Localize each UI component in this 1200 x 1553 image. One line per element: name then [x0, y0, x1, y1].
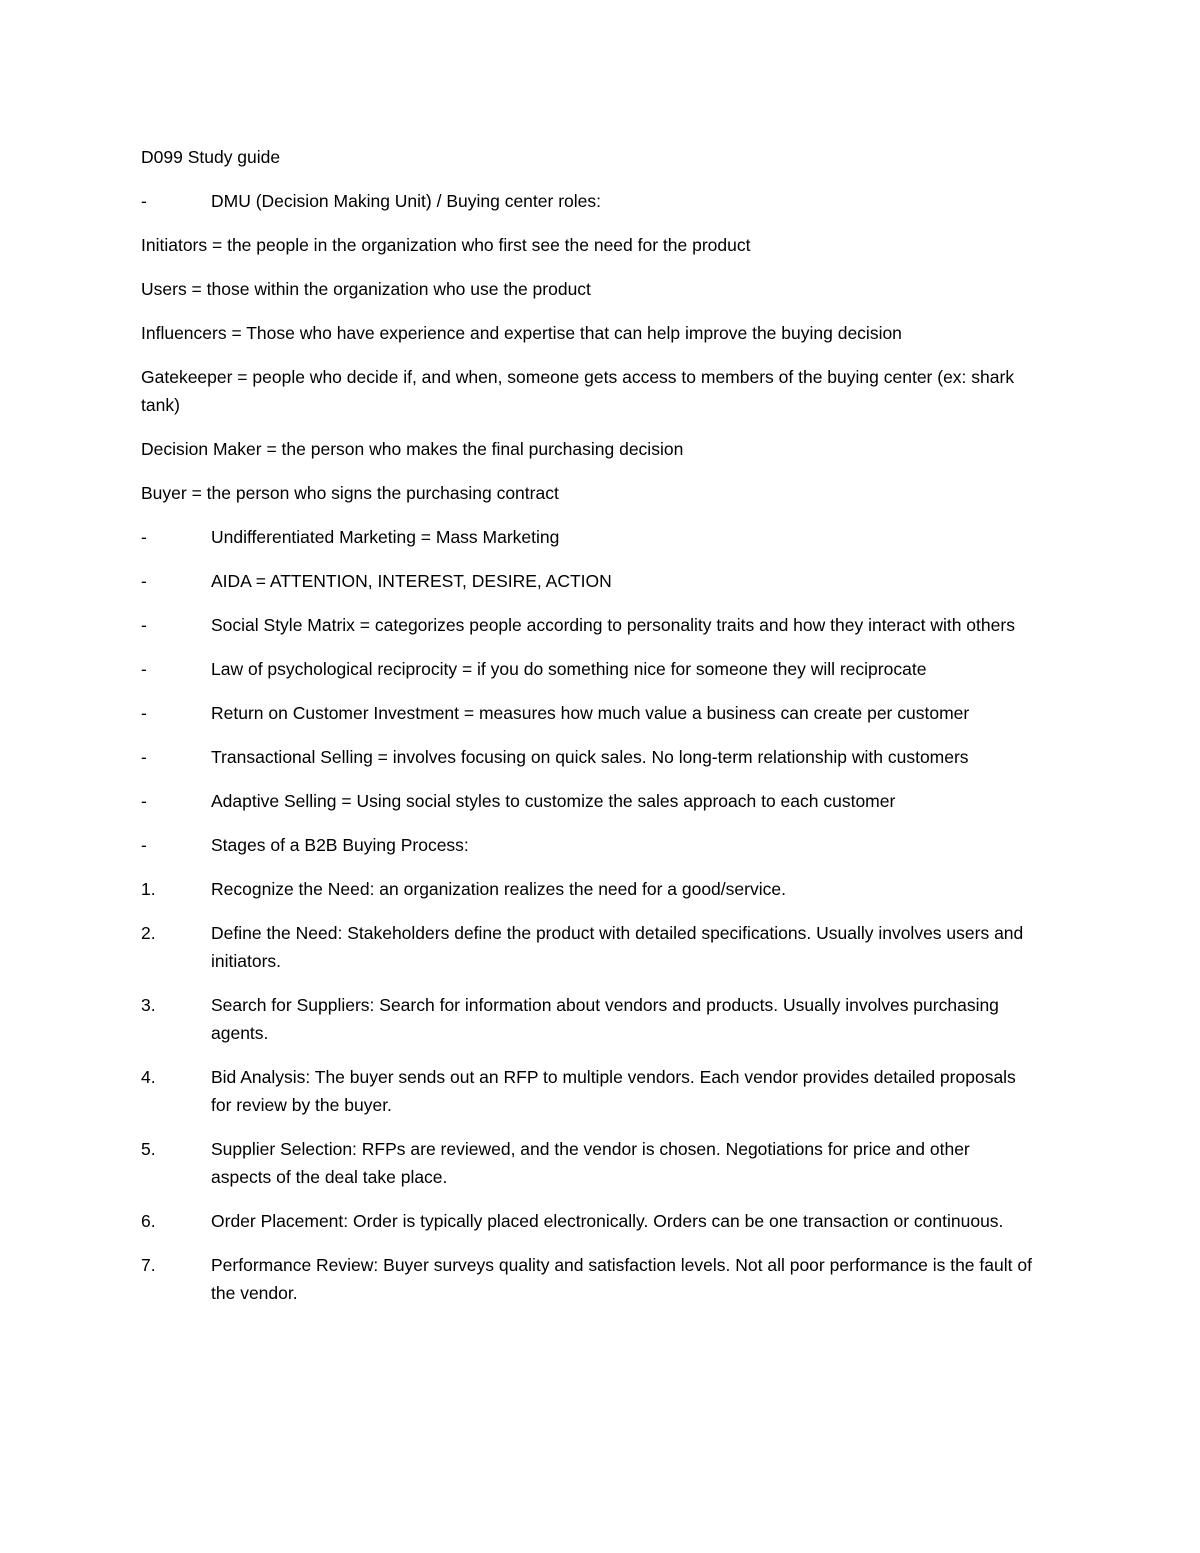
stage-item [141, 875, 1071, 903]
term-law-of-reciprocity [141, 655, 1071, 683]
bullet-marker: - [141, 191, 147, 211]
role-buyer: Buyer = the person who signs the purchasing contract [141, 483, 559, 503]
stage-item [141, 1207, 1071, 1235]
bullet-marker: - [141, 571, 147, 591]
stage-text: Search for Suppliers: Search for information about vendors and products. Usually involves purchasing agents. [211, 995, 999, 1043]
bullet-marker: - [141, 703, 147, 723]
term-b2b-stages-heading [141, 831, 1071, 859]
term-text: Stages of a B2B Buying Process: [211, 835, 469, 855]
role-initiators: Initiators = the people in the organization who first see the need for the product [141, 235, 751, 255]
document-body [141, 143, 1071, 1323]
term-text: Social Style Matrix = categorizes people according to personality traits and how they interact with others [211, 615, 1015, 635]
stage-number: 4. [141, 1067, 156, 1087]
bullet-marker: - [141, 747, 147, 767]
stage-item [141, 919, 1071, 975]
stage-number: 7. [141, 1255, 156, 1275]
stage-item [141, 1251, 1071, 1307]
term-text: Adaptive Selling = Using social styles to customize the sales approach to each customer [211, 791, 896, 811]
term-return-on-customer-investment [141, 699, 1071, 727]
role-decision-maker: Decision Maker = the person who makes the final purchasing decision [141, 439, 684, 459]
stage-number: 6. [141, 1211, 156, 1231]
stage-text: Performance Review: Buyer surveys quality and satisfaction levels. Not all poor performance is the fault of the vendor. [211, 1255, 1032, 1303]
bullet-marker: - [141, 527, 147, 547]
term-aida [141, 567, 1071, 595]
bullet-marker: - [141, 791, 147, 811]
term-text: AIDA = ATTENTION, INTEREST, DESIRE, ACTION [211, 571, 612, 591]
bullet-marker: - [141, 835, 147, 855]
term-text: Undifferentiated Marketing = Mass Marketing [211, 527, 560, 547]
term-undifferentiated-marketing [141, 523, 1071, 551]
stage-item [141, 991, 1071, 1047]
bullet-marker: - [141, 659, 147, 679]
term-social-style-matrix [141, 611, 1071, 639]
stage-item [141, 1135, 1071, 1191]
term-text: Transactional Selling = involves focusing on quick sales. No long-term relationship with customers [211, 747, 969, 767]
stage-item [141, 1063, 1071, 1119]
stage-text: Recognize the Need: an organization realizes the need for a good/service. [211, 879, 786, 899]
stage-number: 2. [141, 923, 156, 943]
stage-number: 1. [141, 879, 156, 899]
role-gatekeeper: Gatekeeper = people who decide if, and when, someone gets access to members of the buying center (ex: shark tank) [141, 367, 1015, 415]
stage-number: 5. [141, 1139, 156, 1159]
document-title: D099 Study guide [141, 147, 281, 167]
term-transactional-selling [141, 743, 1071, 771]
stage-text: Bid Analysis: The buyer sends out an RFP to multiple vendors. Each vendor provides detailed proposals for review by the buyer. [211, 1067, 1016, 1115]
stage-text: Supplier Selection: RFPs are reviewed, and the vendor is chosen. Negotiations for price and other aspects of the deal take place. [211, 1139, 970, 1187]
role-users: Users = those within the organization who use the product [141, 279, 591, 299]
stage-number: 3. [141, 995, 156, 1015]
term-text: Law of psychological reciprocity = if you do something nice for someone they will reciprocate [211, 659, 927, 679]
stage-text: Order Placement: Order is typically placed electronically. Orders can be one transaction or continuous. [211, 1211, 1004, 1231]
dmu-heading [141, 187, 1071, 215]
dmu-heading-text: DMU (Decision Making Unit) / Buying center roles: [211, 191, 601, 211]
term-adaptive-selling [141, 787, 1071, 815]
stage-text: Define the Need: Stakeholders define the product with detailed specifications. Usually involves users and initiators. [211, 923, 1024, 971]
term-text: Return on Customer Investment = measures how much value a business can create per customer [211, 703, 970, 723]
role-influencers: Influencers = Those who have experience and expertise that can help improve the buying decision [141, 323, 902, 343]
bullet-marker: - [141, 615, 147, 635]
